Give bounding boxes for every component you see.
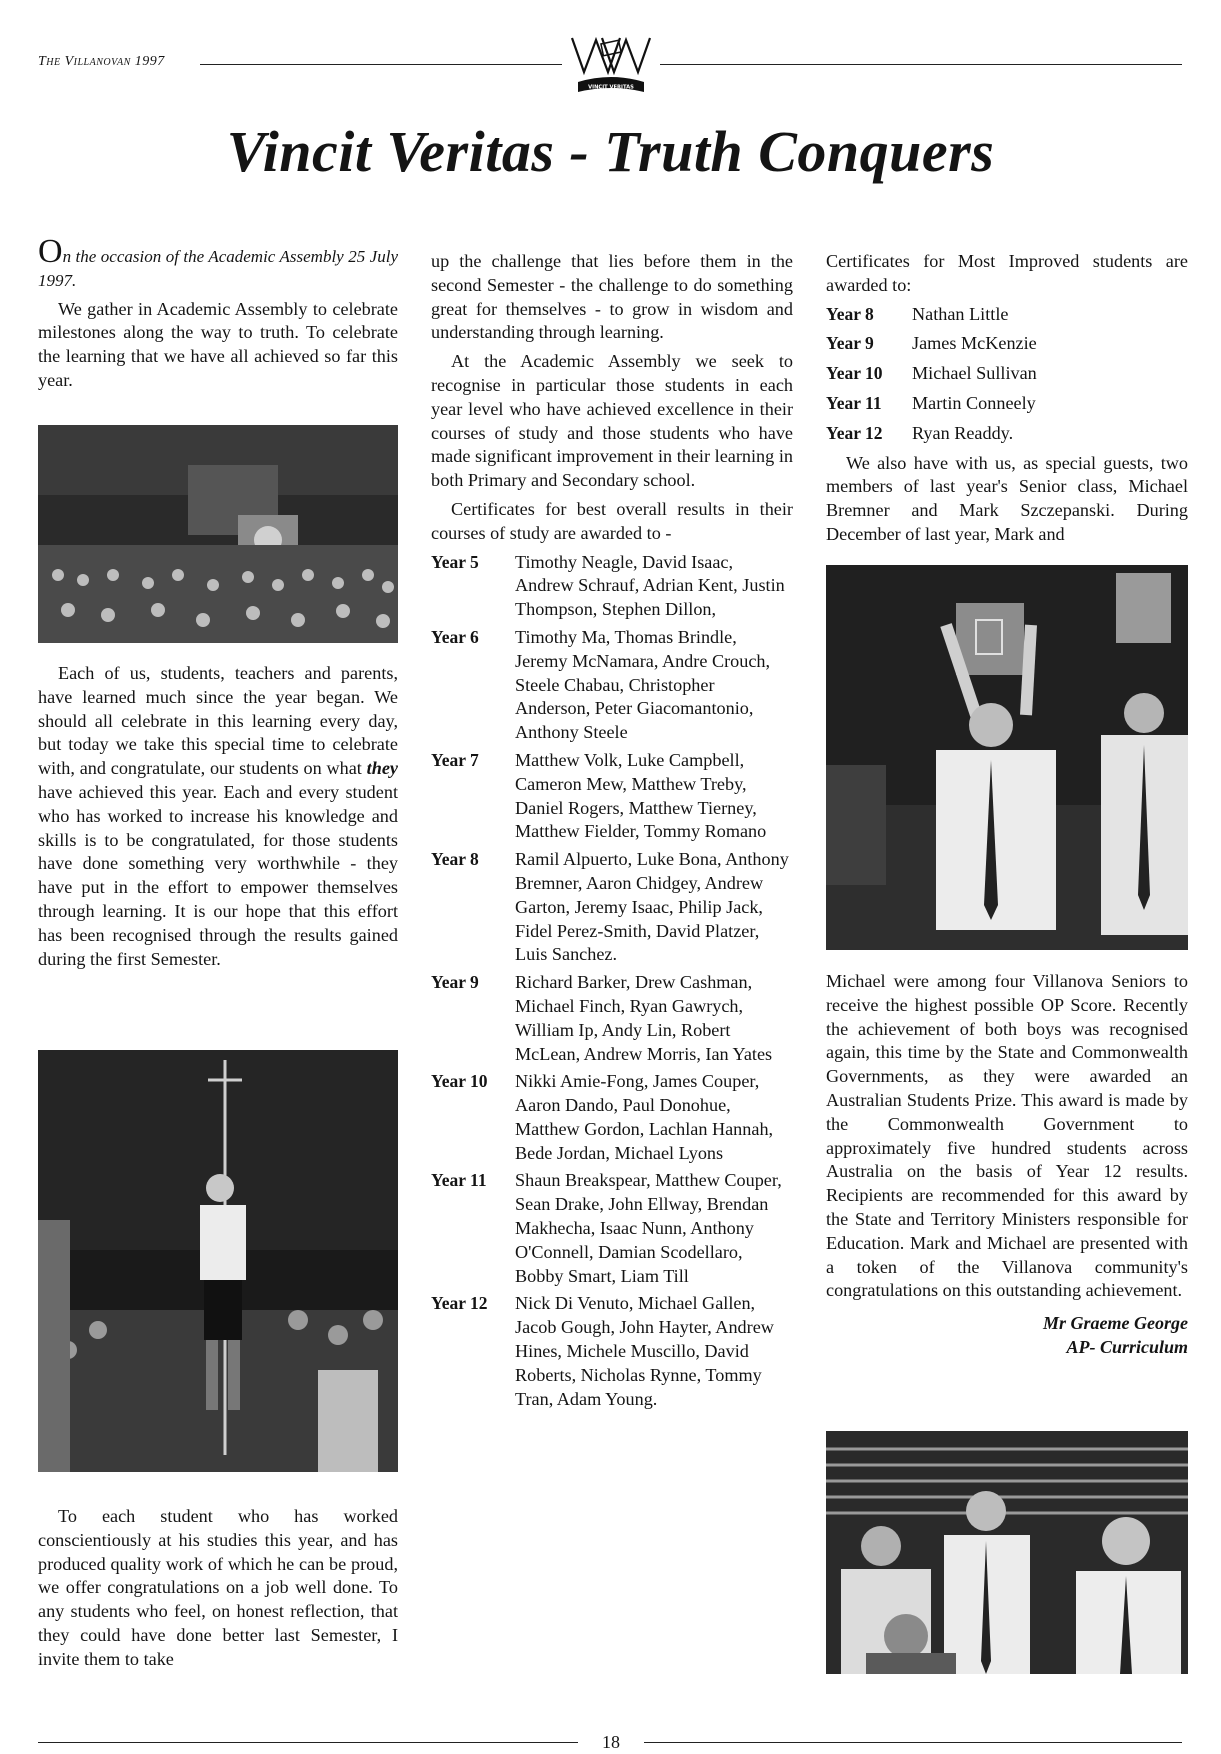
improved-row-year-11: Year 11 Martin Conneely — [826, 392, 1036, 413]
photo-students-seated — [826, 1431, 1188, 1674]
emphasis-they: they — [366, 758, 398, 779]
column-left — [38, 233, 398, 398]
drop-cap: O — [38, 233, 63, 270]
header-rule-left — [200, 64, 562, 65]
award-row-year-8: Year 8 Ramil Alpuerto, Luke Bona, Anthony Bremner, Aaron Chidgey, Andrew Garton, Jeremy Isaac, Philip Jack, Fidel Perez-Smith, David Platzer, Luis Sanchez. — [431, 849, 789, 965]
footer-rule-left — [38, 1742, 578, 1743]
improved-row-year-12: Year 12 Ryan Readdy. — [826, 422, 1014, 443]
column-left-middle — [38, 662, 398, 976]
author-name: Mr Graeme George — [1043, 1313, 1188, 1334]
award-row-year-5: Year 5 Timothy Neagle, David Isaac, Andrew Schrauf, Adrian Kent, Justin Thompson, Stephen Dillon, — [431, 551, 785, 620]
photo-assembly-hall — [38, 425, 398, 643]
page-number: 18 — [602, 1732, 620, 1752]
award-row-year-7: Year 7 Matthew Volk, Luke Campbell, Cameron Mew, Matthew Treby, Daniel Rogers, Matthew Tierney, Matthew Fielder, Tommy Romano — [431, 749, 767, 842]
column-right — [826, 250, 1188, 552]
author-signature — [826, 1311, 1188, 1359]
intro-line — [38, 233, 398, 293]
page-title: Vincit Veritas - Truth Conquers — [226, 119, 995, 184]
paragraph-op-score: Michael were among four Villanova Seniors to receive the highest possible OP Score. Recently the achievement of both boys was recognised again, this time by the State and Commonwealth Governments, as they were awarded an Australian Students Prize. This award is made by the Commonwealth Government to approximately five hundred students across Australia on the basis of Year 12 results. Recipients are recommended for this award by the State and Territory Ministers responsible for Education. Mark and Michael are presented with a token of the Villanova community's congratulations on this outstanding achievement. — [826, 971, 1188, 1301]
header-rule-right — [660, 64, 1182, 65]
best-results-list — [431, 551, 793, 1412]
award-row-year-10: Year 10 Nikki Amie-Fong, James Couper, Aaron Dando, Paul Donohue, Matthew Gordon, Lachlan Hannah, Bede Jordan, Michael Lyons — [431, 1071, 774, 1163]
award-row-year-9: Year 9 Richard Barker, Drew Cashman, Michael Finch, Ryan Gawrych, William Ip, Andy Lin, Robert McLean, Andrew Morris, Ian Yates — [431, 972, 773, 1064]
improved-row-year-10: Year 10 Michael Sullivan — [826, 363, 1037, 384]
most-improved-list — [826, 303, 1188, 446]
logo-motto: VINCIT VERITAS — [588, 84, 634, 91]
paragraph-congratulations: To each student who has worked conscientiously at his studies this year, and has produced quality work of which he can be proud, we offer congratulations on a job well done. To any students who feel, on honest reflection, that they could have done better last Semester, I invite them to take — [38, 1506, 398, 1669]
school-logo — [568, 32, 654, 96]
footer-rule-right — [644, 1742, 1182, 1743]
column-left-bottom — [38, 1505, 398, 1677]
column-right-bottom — [826, 970, 1188, 1359]
photo-procession-cross — [38, 1050, 398, 1472]
photo-students-holding-books — [826, 565, 1188, 950]
award-row-year-6: Year 6 Timothy Ma, Thomas Brindle, Jeremy McNamara, Andre Crouch, Steele Chabau, Christopher Anderson, Peter Giacomantonio, Anthony Steele — [431, 626, 771, 743]
improved-row-year-8: Year 8 Nathan Little — [826, 303, 1009, 324]
author-role: AP- Curriculum — [1066, 1337, 1188, 1358]
improved-row-year-9: Year 9 James McKenzie — [826, 333, 1037, 354]
paragraph-special-guests: We also have with us, as special guests, two members of last year's Senior class, Michael Bremner and Mark Szczepanski. During December of last year, Mark and — [826, 452, 1188, 544]
paragraph-recognise: At the Academic Assembly we seek to recognise in particular those students in each year level who have achieved excellence in their courses of study and those students who have made significant improvement in their learning in both Primary and Secondary school. — [431, 351, 793, 491]
running-head: The Villanovan 1997 — [38, 54, 165, 69]
intro-text: n the occasion of the Academic Assembly 25 July 1997. — [38, 247, 398, 290]
column-middle — [431, 250, 793, 1417]
award-row-year-12: Year 12 Nick Di Venuto, Michael Gallen, Jacob Gough, John Hayter, Andrew Hines, Michele Muscillo, David Roberts, Nicholas Rynne, Tommy Tran, Adam Young. — [431, 1293, 774, 1409]
paragraph-celebrate: Each of us, students, teachers and parents, have learned much since the year began. We should all celebrate in this learning every day, but today we take this special time to celebrate with, and congratulate, our students on what they have achieved this year. Each and every student who has worked to increase his knowledge and skills is to be congratulated, for those students have done something very worthwhile - they have put in the effort to empower themselves through learning. It is our hope that this effort has been recognised through the results gained during the first Semester. — [38, 663, 398, 969]
paragraph-gather: We gather in Academic Assembly to celebrate milestones along the way to truth. To celebrate the learning that we have all achieved so far this year. — [38, 298, 398, 390]
award-row-year-11: Year 11 Shaun Breakspear, Matthew Couper, Sean Drake, John Ellway, Brendan Makhecha, Isaac Nunn, Anthony O'Connell, Damian Scodellaro, Bobby Smart, Liam Till — [431, 1170, 782, 1286]
paragraph-most-improved: Certificates for Most Improved students are awarded to: — [826, 251, 1188, 295]
paragraph-certificates-best: Certificates for best overall results in their courses of study are awarded to - — [431, 498, 793, 543]
paragraph-challenge: up the challenge that lies before them in the second Semester - the challenge to do something great for themselves - to grow in wisdom and understanding through learning. — [431, 251, 793, 343]
